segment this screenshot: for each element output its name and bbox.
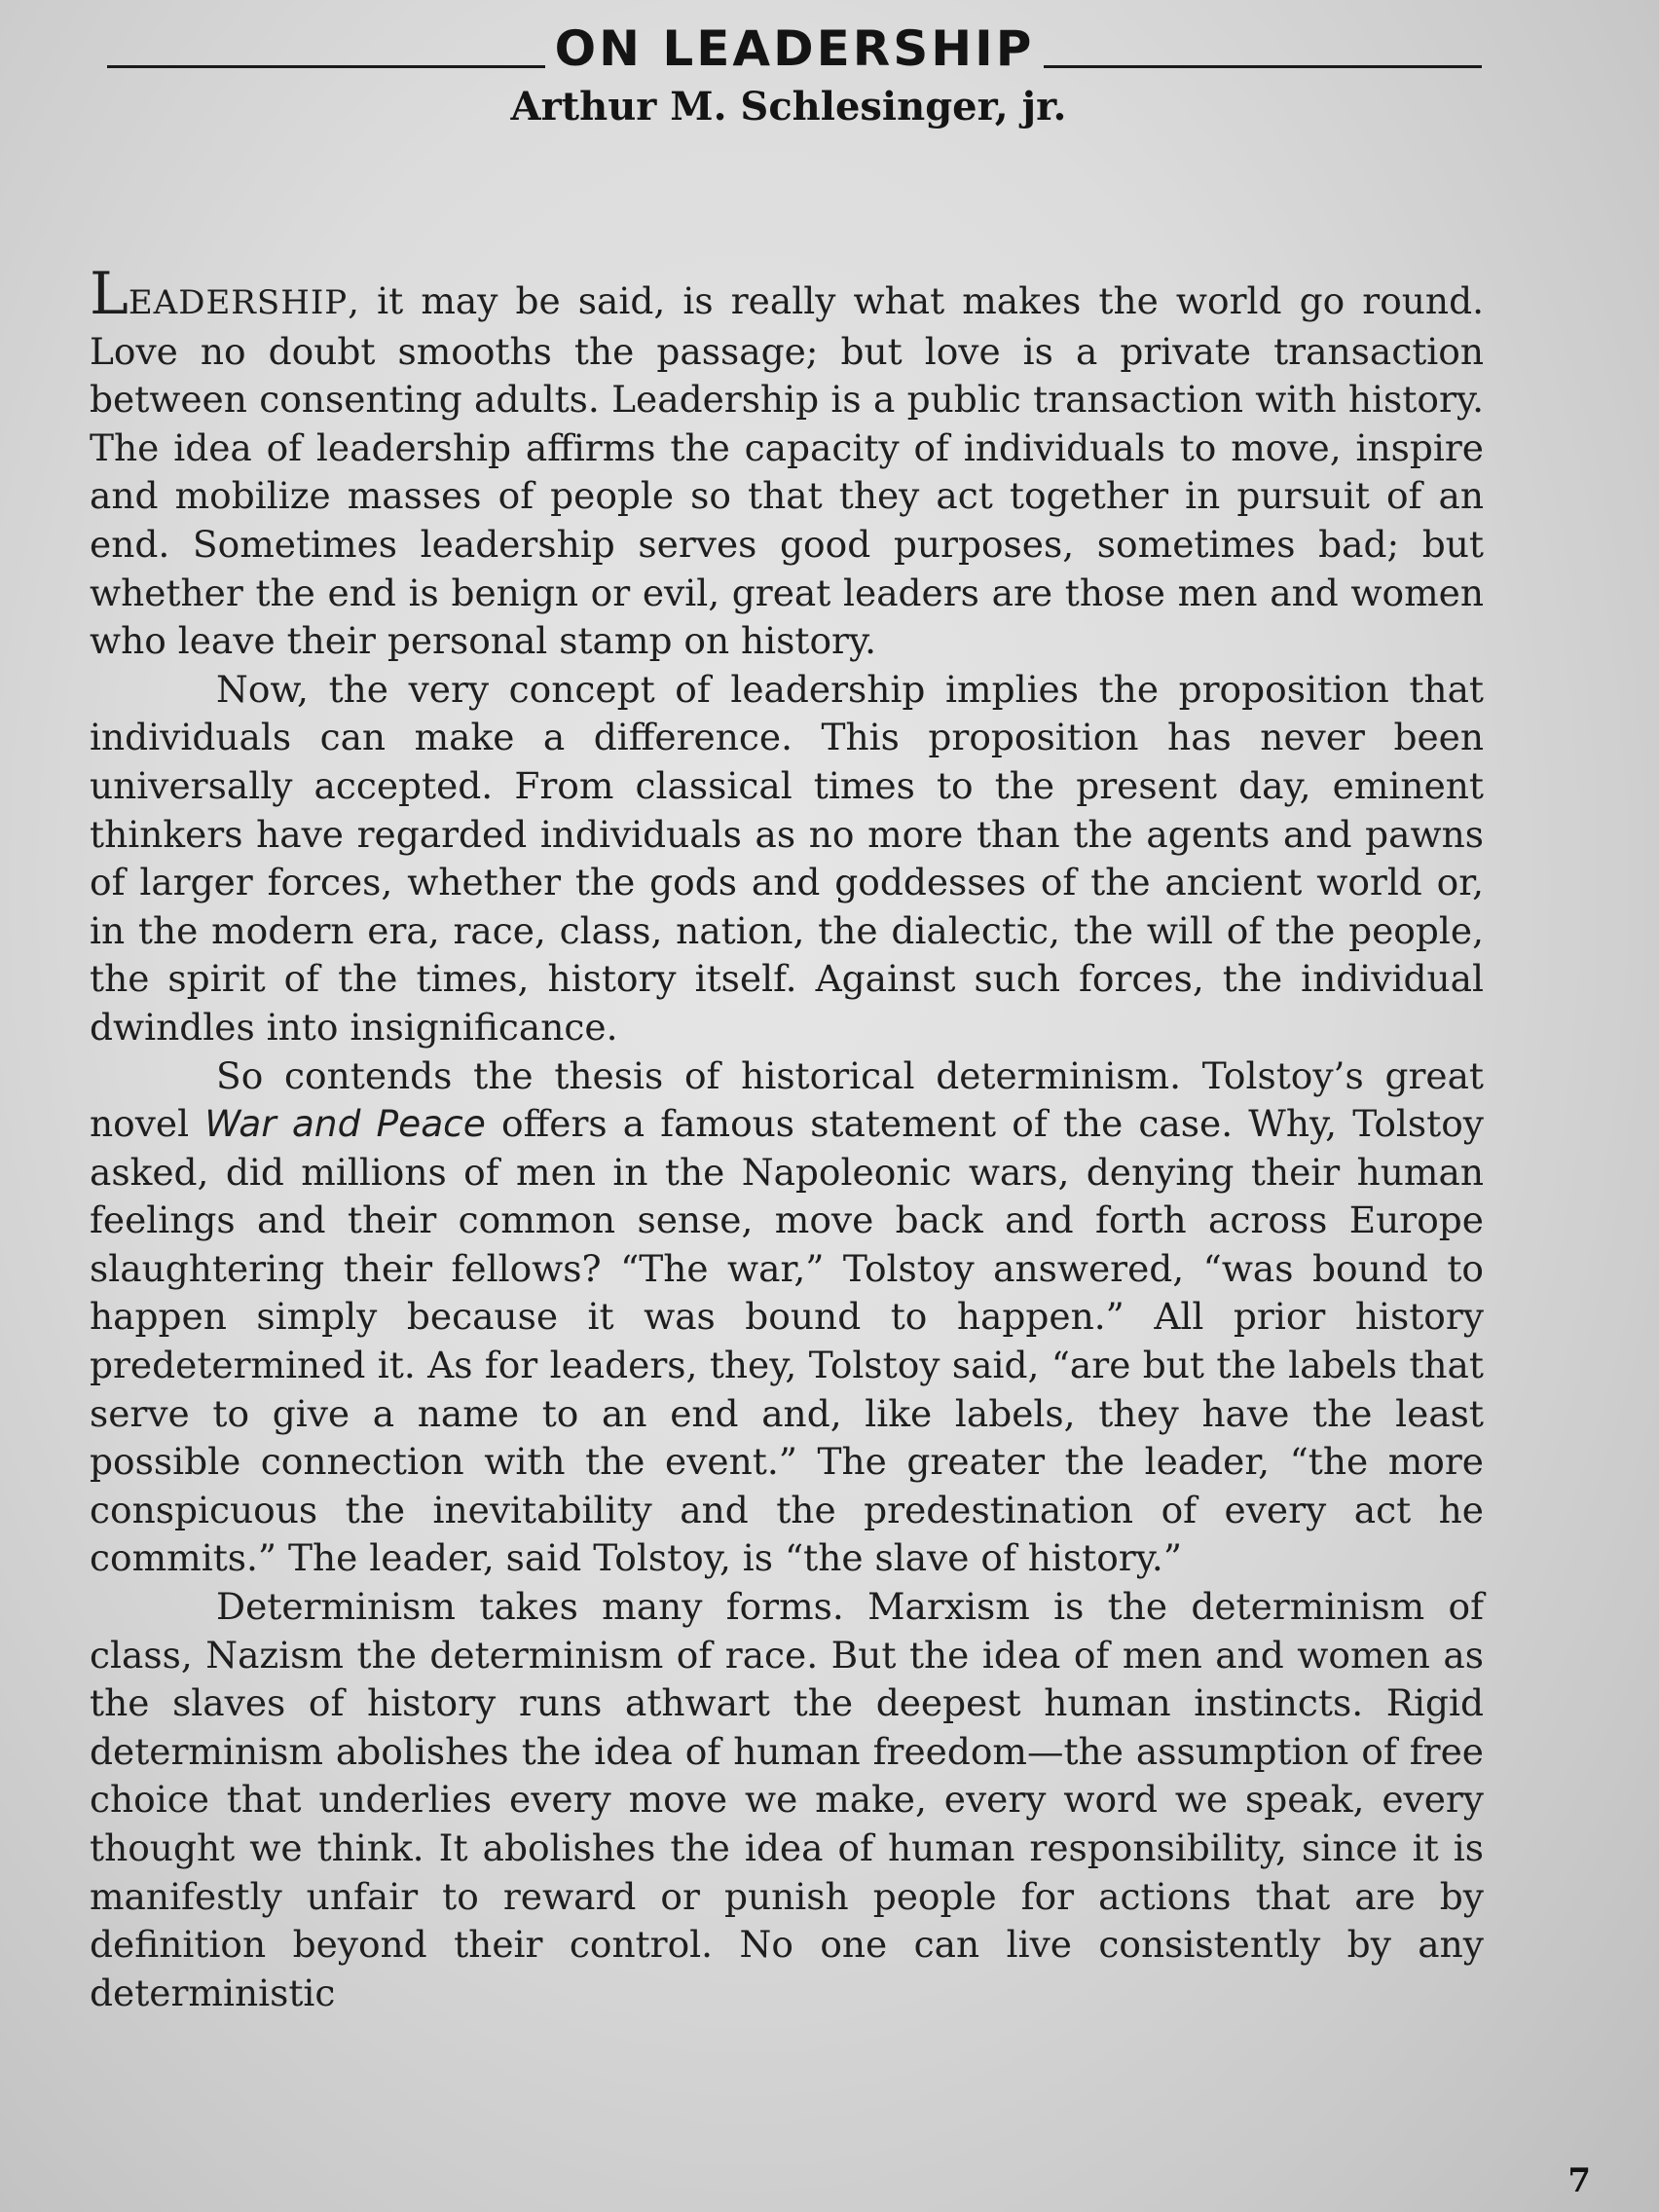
title-rule-left <box>107 65 545 68</box>
paragraph-3-text-before: So contends the thesis of historical determinism. Tolstoy’s great novel <box>90 1053 1484 1146</box>
paragraph-2: Now, the very concept of leadership implies the proposition that individuals can make a difference. This proposition has never been universally accepted. From classical times to the present day, eminent thinkers have regarded individuals as no more than the agents and pawns of larger forces, whether the gods and goddesses of the ancient world or, in the modern era, race, class, nation, the dialectic, the will of the people, the spirit of the times, history itself. Against such forces, the individual dwindles into insignificance. <box>90 667 1484 1049</box>
article-title: ON LEADERSHIP <box>554 20 1035 77</box>
paragraph-1 <box>90 260 1484 666</box>
paragraph-3-text-after: offers a famous statement of the case. Why, Tolstoy asked, did millions of men in the Napoleonic wars, denying their human feelings and their common sense, move back and forth across Europe slaughtering their fellows? “The war,” Tolstoy answered, “was bound to happen simply because it was bound to happen.” All prior history predetermined it. As for leaders, they, Tolstoy said, “are but the labels that serve to give a name to an end and, like labels, they have the least possible connection with the event.” The greater the leader, “the more conspicuous the inevitability and the predestination of every act he commits.” The leader, said Tolstoy, is “the slave of history.” <box>90 1102 1484 1580</box>
paragraph-4: Determinism takes many forms. Marxism is the determinism of class, Nazism the determinism of race. But the idea of men and women as the slaves of history runs athwart the deepest human instincts. Rigid determinism abolishes the idea of human freedom—the assumption of free choice that underlies every move we make, every word we speak, every thought we think. It abolishes the idea of human responsibility, since it is manifestly unfair to reward or punish people for actions that are by definition beyond their control. No one can live consistently by any deterministic <box>90 1585 1484 2014</box>
drop-cap: L <box>90 260 129 328</box>
paragraph-3 <box>90 1052 1484 1584</box>
title-rule-right <box>1044 65 1482 68</box>
book-title-italic: War and Peace <box>204 1102 486 1146</box>
title-row <box>107 18 1482 80</box>
page-number: 7 <box>1567 2161 1591 2200</box>
article-body <box>90 260 1484 2017</box>
paragraph-1-text: , it may be said, is really what makes the world go round. Love no doubt smooths the passage; but love is a private transaction between consenting adults. Leadership is a public transaction with history. The idea of leadership affirms the capacity of individuals to move, inspire and mobilize masses of people so that they act together in pursuit of an end. Sometimes leadership serves good purposes, sometimes bad; but whether the end is benign or evil, great leaders are those men and women who leave their personal stamp on history. <box>90 279 1484 663</box>
author-byline: Arthur M. Schlesinger, jr. <box>510 84 1067 129</box>
small-caps-lead: EADERSHIP <box>128 283 349 322</box>
